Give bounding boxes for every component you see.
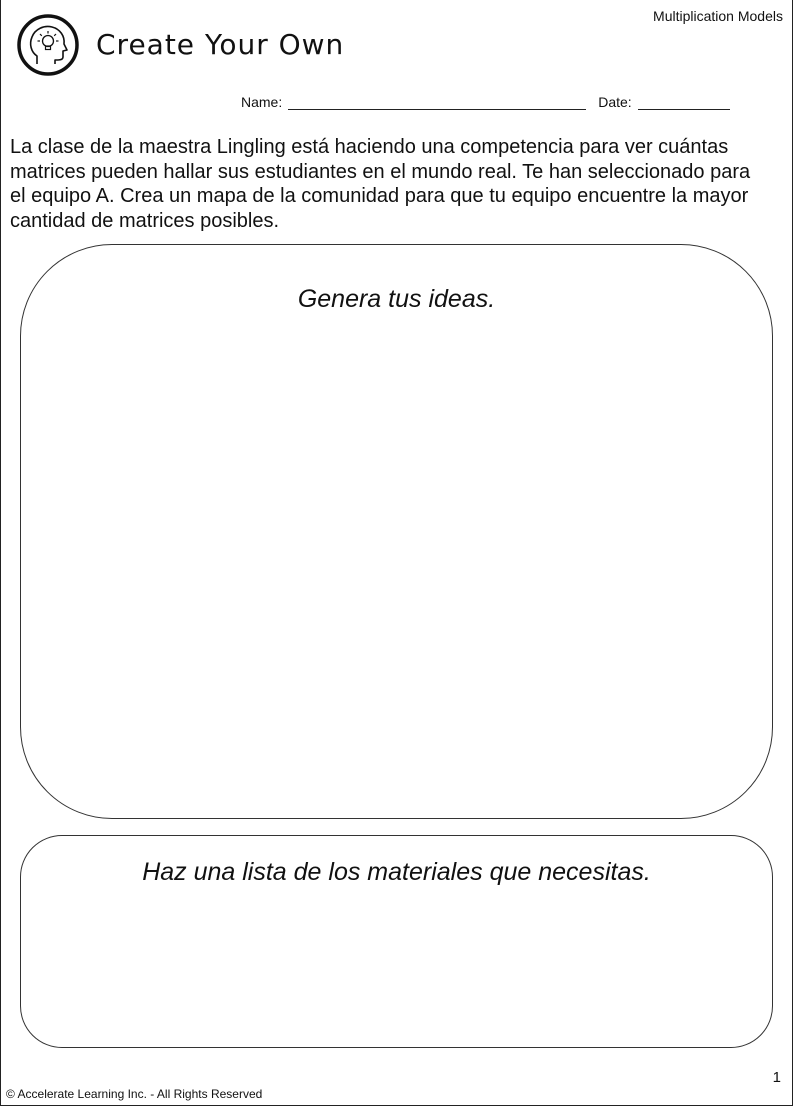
page-number: 1 xyxy=(772,1069,781,1086)
materials-box-title: Haz una lista de los materiales que necesitas. xyxy=(142,858,651,886)
copyright-notice: © Accelerate Learning Inc. - All Rights Reserved xyxy=(6,1087,263,1101)
worksheet-title: Create Your Own xyxy=(96,28,345,61)
ideas-box[interactable] xyxy=(20,244,773,819)
name-label: Name: xyxy=(241,94,283,110)
ideas-box-title: Genera tus ideas. xyxy=(297,285,496,313)
materials-box[interactable] xyxy=(20,835,773,1048)
student-info-row xyxy=(241,94,730,110)
date-field[interactable] xyxy=(638,97,730,110)
lightbulb-head-icon xyxy=(17,14,79,76)
name-field[interactable] xyxy=(288,97,586,110)
task-prompt: La clase de la maestra Lingling está haciendo una competencia para ver cuántas matrices pueden hallar sus estudiantes en el mundo real. Te han seleccionado para el equipo A. Crea un mapa de la comunidad para que tu equipo encuentre la mayor cantidad de matrices posibles. xyxy=(10,136,751,232)
date-label: Date: xyxy=(598,94,632,110)
subject-label: Multiplication Models xyxy=(653,8,783,24)
